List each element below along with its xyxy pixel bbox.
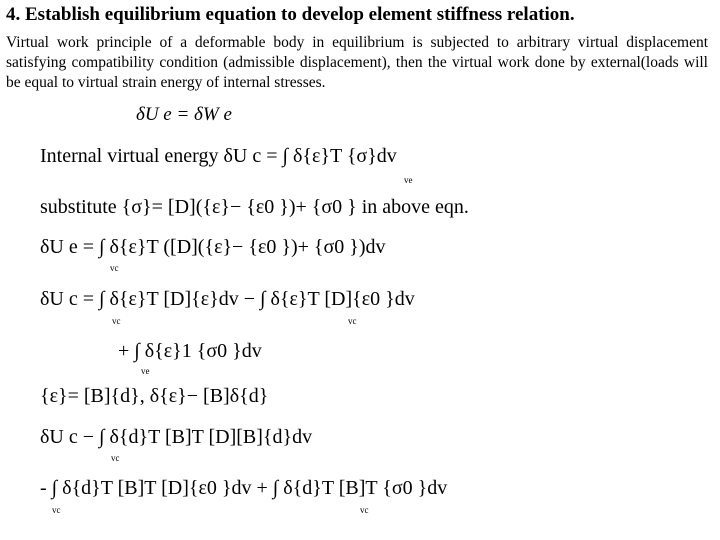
- equation-stiffness-term: δU c − ∫ δ{d}T [B]T [D][B]{d}dv: [40, 426, 313, 448]
- equation-load-terms: - ∫ δ{d}T [B]T [D]{ε0 }dv + ∫ δ{d}T [B]T {σ0 }dv: [40, 477, 448, 499]
- integral-limit: ve: [141, 366, 150, 376]
- equation-strain-displacement: {ε}= [B]{d}, δ{ε}− [B]δ{d}: [40, 385, 269, 407]
- integral-limit: vc: [348, 316, 357, 326]
- integral-limit: vc: [112, 316, 121, 326]
- virtual-work-equation: δU e = δW e: [136, 104, 232, 125]
- integral-limit: vc: [110, 263, 119, 273]
- slide-title: 4. Establish equilibrium equation to develop element stiffness relation.: [6, 4, 575, 25]
- integral-limit: vc: [111, 453, 120, 463]
- equation-energy-split: δU c = ∫ δ{ε}T [D]{ε}dv − ∫ δ{ε}T [D]{ε0 }dv: [40, 288, 415, 310]
- equation-stress-substitution: substitute {σ}= [D]({ε}− {ε0 })+ {σ0 } in above eqn.: [40, 196, 469, 218]
- integral-limit: vc: [52, 505, 61, 515]
- equation-initial-stress-term: + ∫ δ{ε}1 {σ0 }dv: [118, 340, 262, 362]
- integral-limit: ve: [404, 175, 413, 185]
- equation-internal-virtual-energy: Internal virtual energy δU c = ∫ δ{ε}T {σ}dv: [40, 145, 397, 167]
- equation-energy-expanded: δU e = ∫ δ{ε}T ([D]({ε}− {ε0 })+ {σ0 })dv: [40, 236, 386, 258]
- integral-limit: vc: [360, 505, 369, 515]
- intro-paragraph: Virtual work principle of a deformable body in equilibrium is subjected to arbitrary virtual displacement satisfying compatibility condition (admissible displacement), then the virtual work done by external(loads will be equal to virtual strain energy of internal stresses.: [6, 34, 708, 91]
